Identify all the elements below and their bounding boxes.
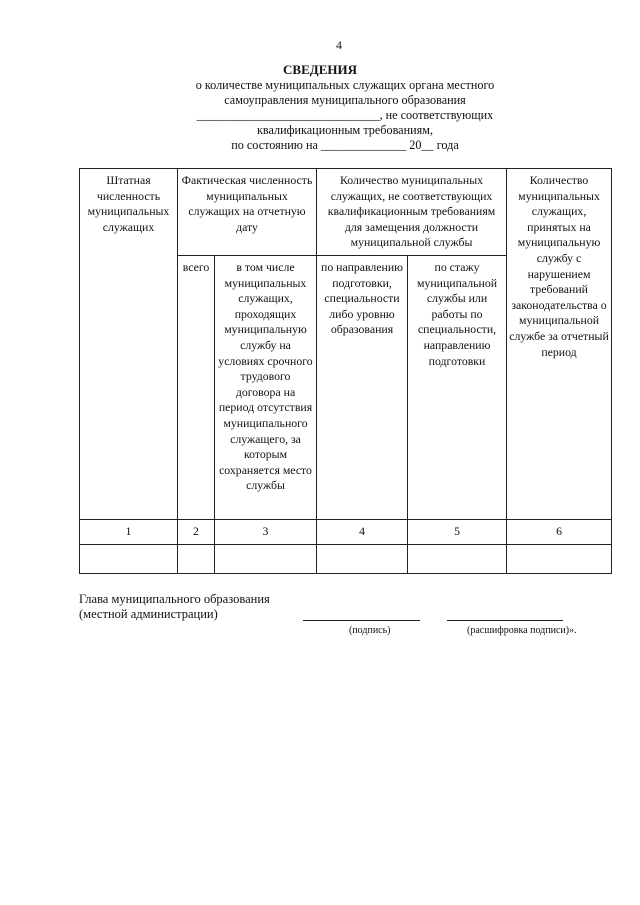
empty-cell <box>80 545 178 574</box>
empty-cell <box>178 545 215 574</box>
subtitle-line-5: по состоянию на ______________ 20__ года <box>231 138 459 152</box>
document-title: СВЕДЕНИЯ <box>283 62 357 77</box>
subtitle-line-3: ______________________________, не соответствующих <box>196 108 494 122</box>
empty-cell <box>215 545 317 574</box>
subheader-fixed-term: в том числе муниципальных служащих, проходящих муниципальную службу на условиях срочного трудового договора на период отсутствия муниципального служащего, за которым сохраняется место службы <box>215 256 317 520</box>
table-header-row <box>80 169 612 256</box>
signatory-position-line-2: (местной администрации) <box>79 607 218 621</box>
empty-cell <box>408 545 507 574</box>
header-non-compliant-count: Количество муниципальных служащих, не соответствующих квалификационным требованиям для замещения должности муниципальной службы <box>317 169 507 256</box>
empty-cell <box>317 545 408 574</box>
header-staff-count: Штатная численность муниципальных служащих <box>80 169 178 520</box>
name-line <box>447 620 563 621</box>
header-violation-hires: Количество муниципальных служащих, принятых на муниципальную службу с нарушением требований законодательства о муниципальной службе за отчетный период <box>507 169 612 520</box>
name-caption: (расшифровка подписи)». <box>467 625 577 636</box>
subheader-by-education: по направлению подготовки, специальности либо уровню образования <box>317 256 408 520</box>
header-actual-count: Фактическая численность муниципальных служащих на отчетную дату <box>178 169 317 256</box>
column-number: 5 <box>408 520 507 545</box>
data-entry-row <box>80 545 612 574</box>
column-number: 6 <box>507 520 612 545</box>
subheader-by-experience: по стажу муниципальной службы или работы по специальности, направлению подготовки <box>408 256 507 520</box>
column-number: 1 <box>80 520 178 545</box>
subtitle-line-2: самоуправления муниципального образования <box>224 93 466 107</box>
column-number-row <box>80 520 612 545</box>
subtitle-line-1: о количестве муниципальных служащих органа местного <box>195 78 495 92</box>
signature-line <box>303 620 420 621</box>
empty-cell <box>507 545 612 574</box>
column-number: 2 <box>178 520 215 545</box>
signature-caption: (подпись) <box>349 625 391 636</box>
subheader-total: всего <box>178 256 215 520</box>
subtitle-line-4: квалификационным требованиям, <box>256 123 434 137</box>
column-number: 3 <box>215 520 317 545</box>
page-number: 4 <box>336 38 342 52</box>
signatory-block <box>79 592 270 622</box>
report-table <box>79 168 612 574</box>
signatory-position-line-1: Глава муниципального образования <box>79 592 270 606</box>
column-number: 4 <box>317 520 408 545</box>
